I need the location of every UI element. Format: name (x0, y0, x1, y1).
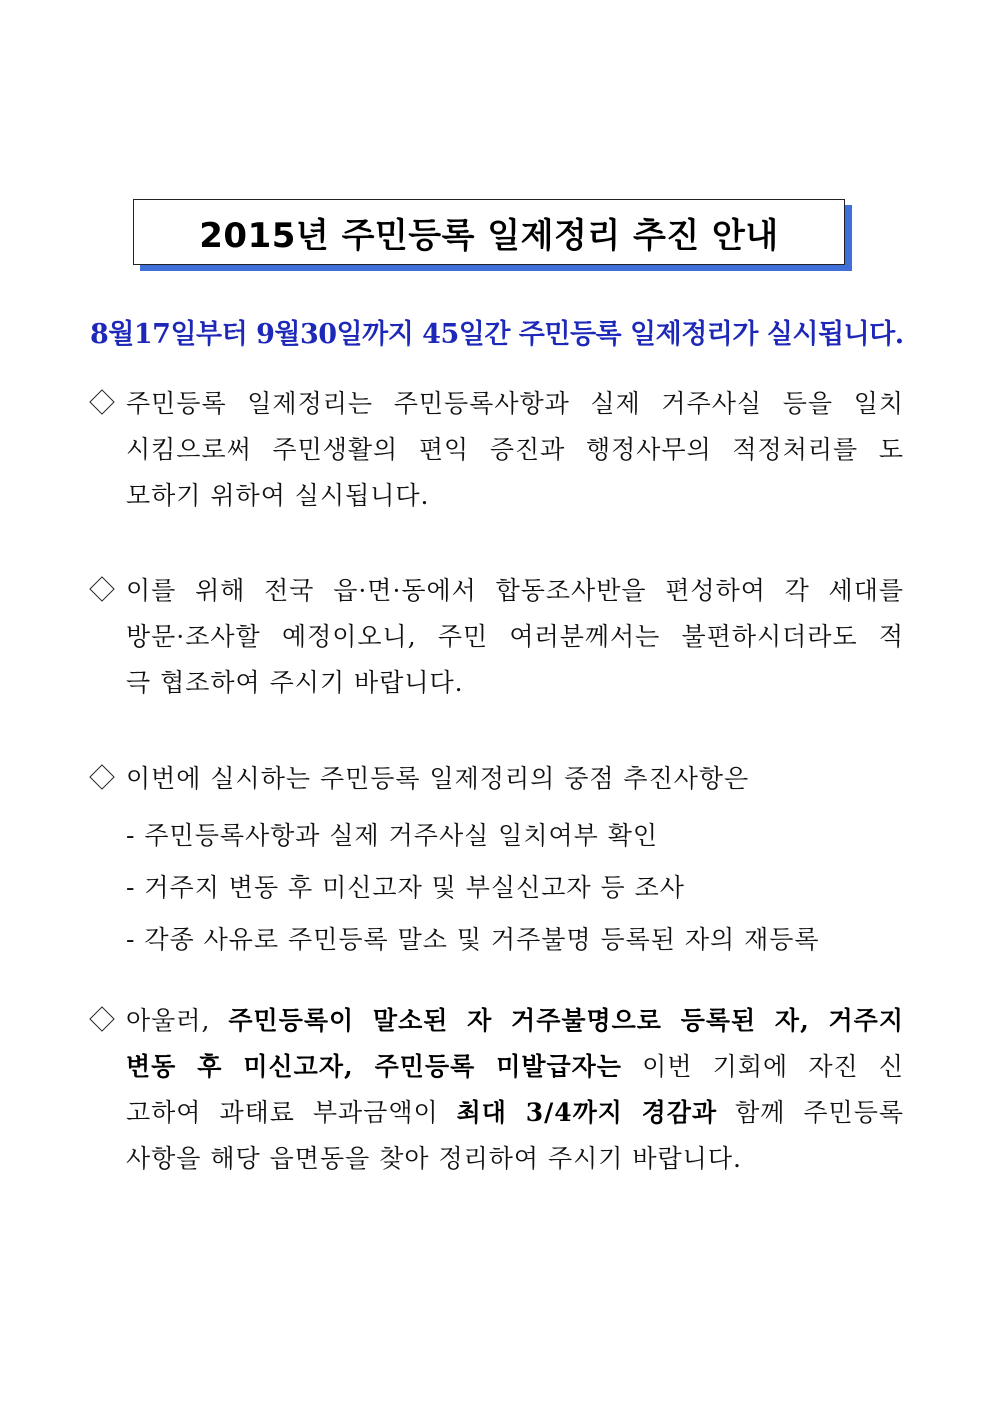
section-4 (86, 998, 904, 1182)
subtitle: 8월17일부터 9월30일까지 45일간 주민등록 일제정리가 실시됩니다. (90, 319, 904, 350)
section-4-line-2-rest: 이번 기회에 자진 신 (621, 1052, 904, 1081)
section-4-line-3-rest: 함께 주민등록 (717, 1098, 904, 1127)
section-1-line-1: 주민등록 일제정리는 주민등록사항과 실제 거주사실 등을 일치 (126, 389, 904, 418)
section-1-line-2: 시킴으로써 주민생활의 편익 증진과 행정사무의 적정처리를 도 (126, 435, 904, 464)
title-box (133, 199, 845, 265)
section-4-line-3 (126, 1090, 904, 1136)
diamond-bullet-icon (86, 998, 126, 1044)
section-4-line-4: 사항을 해당 읍면동을 찾아 정리하여 주시기 바랍니다. (126, 1144, 742, 1173)
section-4-line-3-prefix: 고하여 과태료 부과금액이 (126, 1098, 457, 1127)
section-4-line-1-prefix: 아울러, (126, 1006, 229, 1035)
section-3 (86, 756, 904, 966)
list-item: - 각종 사유로 주민등록 말소 및 거주불명 등록된 자의 재등록 (126, 925, 820, 954)
section-3-text (126, 756, 904, 802)
diamond-bullet-icon (86, 756, 126, 802)
section-1 (86, 381, 904, 519)
section-3-line-1: 이번에 실시하는 주민등록 일제정리의 중점 추진사항은 (126, 764, 750, 793)
section-4-line-2 (126, 1044, 904, 1090)
section-1-line-3: 모하기 위하여 실시됩니다. (126, 481, 430, 510)
list-item: - 거주지 변동 후 미신고자 및 부실신고자 등 조사 (126, 873, 685, 902)
section-4-line-1-bold: 주민등록이 말소된 자 거주불명으로 등록된 자, 거주지 (228, 1006, 904, 1035)
diamond-bullet-icon (86, 381, 126, 427)
section-2-line-1: 이를 위해 전국 읍·면·동에서 합동조사반을 편성하여 각 세대를 (126, 576, 904, 605)
section-4-line-2-bold: 변동 후 미신고자, 주민등록 미발급자는 (126, 1052, 622, 1081)
diamond-bullet-icon (86, 568, 126, 614)
list-item: - 주민등록사항과 실제 거주사실 일치여부 확인 (126, 821, 659, 850)
section-1-text (126, 381, 904, 519)
section-4-text (126, 998, 904, 1182)
page-title: 2015년 주민등록 일제정리 추진 안내 (199, 215, 779, 256)
section-4-line-1 (126, 998, 904, 1044)
section-2 (86, 568, 904, 706)
section-4-line-3-bold: 최대 3/4까지 경감과 (456, 1098, 718, 1127)
section-2-line-2: 방문·조사할 예정이오니, 주민 여러분께서는 불편하시더라도 적 (126, 622, 904, 651)
section-3-items (86, 810, 904, 966)
section-2-text (126, 568, 904, 706)
section-2-line-3: 극 협조하여 주시기 바랍니다. (126, 668, 464, 697)
